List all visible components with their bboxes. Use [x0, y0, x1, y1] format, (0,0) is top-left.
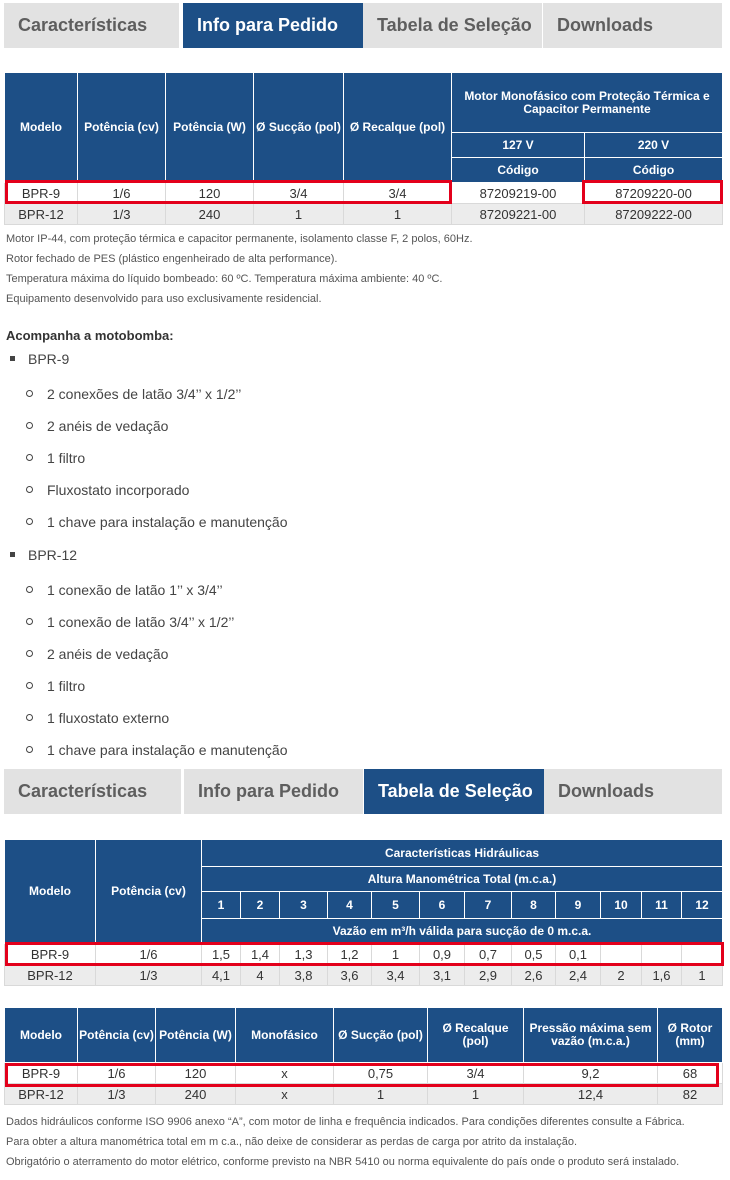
col-monofasico: Monofásico: [236, 1008, 334, 1063]
col-potencia-w: Potência (W): [166, 73, 254, 183]
col-potencia-cv: Potência (cv): [78, 1008, 156, 1063]
tab-info-pedido[interactable]: Info para Pedido: [184, 769, 363, 814]
cell-modelo: BPR-9: [5, 944, 96, 965]
col-potencia-cv: Potência (cv): [78, 73, 166, 183]
note-line: Motor IP-44, com proteção térmica e capacitor permanente, isolamento classe F, 2 polos, 60Hz.: [6, 233, 473, 245]
list-item: 1 chave para instalação e manutenção: [6, 734, 706, 766]
cell-vazao: 2,6: [512, 965, 556, 986]
col-altura-7: 7: [465, 892, 512, 919]
tab-info-pedido[interactable]: Info para Pedido: [183, 3, 364, 48]
cell-modelo: BPR-12: [5, 965, 96, 986]
note-line: Equipamento desenvolvido para uso exclusivamente residencial.: [6, 293, 322, 305]
cell-cv: 1/3: [78, 1084, 156, 1105]
note-line: Dados hidráulicos conforme ISO 9906 anexo “A”, com motor de linha e frequência indicados. Para condições diferentes consulte a Fábrica.: [6, 1116, 685, 1128]
table-row: [5, 965, 723, 986]
cell-vazao: 1: [372, 944, 420, 965]
cell-vazao: [642, 944, 682, 965]
cell-w: 120: [156, 1063, 236, 1084]
col-caracteristicas: Características Hidráulicas: [202, 840, 723, 867]
list-item: 2 anéis de vedação: [6, 638, 706, 670]
list-item: Fluxostato incorporado: [6, 474, 706, 506]
col-modelo: Modelo: [5, 1008, 78, 1063]
cell-w: 240: [156, 1084, 236, 1105]
cell-vazao: 4: [241, 965, 280, 986]
col-rotor: Ø Rotor (mm): [658, 1008, 723, 1063]
list-item: 2 conexões de latão 3/4’’ x 1/2’’: [6, 378, 706, 410]
list-item: 1 conexão de latão 3/4’’ x 1/2’’: [6, 606, 706, 638]
cell-pressao: 9,2: [524, 1063, 658, 1084]
cell-recalque: 3/4: [344, 183, 452, 204]
cell-vazao: 2: [601, 965, 642, 986]
list-item: 2 anéis de vedação: [6, 410, 706, 442]
col-altura-12: 12: [682, 892, 723, 919]
col-altura-1: 1: [202, 892, 241, 919]
col-altura-11: 11: [642, 892, 682, 919]
note-line: Obrigatório o aterramento do motor elétrico, conforme previsto na NBR 5410 ou norma equivalente do país onde o produto será instalado.: [6, 1156, 680, 1168]
tab-caracteristicas[interactable]: Características: [4, 769, 181, 814]
col-127v: 127 V: [452, 133, 585, 158]
cell-recalque: 1: [428, 1084, 524, 1105]
cell-vazao: 3,8: [280, 965, 328, 986]
cell-cod220: 87209220-00: [585, 183, 723, 204]
col-altura-10: 10: [601, 892, 642, 919]
tecnica-notes: [6, 1112, 685, 1172]
cell-cv: 1/6: [78, 1063, 156, 1084]
col-altura-5: 5: [372, 892, 420, 919]
cell-vazao: [601, 944, 642, 965]
list-item: 1 conexão de latão 1’’ x 3/4’’: [6, 574, 706, 606]
cell-modelo: BPR-9: [5, 183, 78, 204]
col-codigo-127: Código: [452, 158, 585, 183]
tecnica-table: [4, 1007, 723, 1105]
col-vazao: Vazão em m³/h válida para sucção de 0 m.c.a.: [202, 919, 723, 944]
cell-w: 240: [166, 204, 254, 225]
cell-mono: x: [236, 1063, 334, 1084]
table-row: [5, 183, 723, 204]
col-altura-4: 4: [328, 892, 372, 919]
cell-succao: 1: [254, 204, 344, 225]
cell-rotor: 68: [658, 1063, 723, 1084]
cell-vazao: 1: [682, 965, 723, 986]
cell-cv: 1/6: [78, 183, 166, 204]
cell-modelo: BPR-12: [5, 204, 78, 225]
cell-vazao: 0,5: [512, 944, 556, 965]
col-pressao: Pressão máxima sem vazão (m.c.a.): [524, 1008, 658, 1063]
cell-cv: 1/6: [96, 944, 202, 965]
cell-mono: x: [236, 1084, 334, 1105]
cell-recalque: 3/4: [428, 1063, 524, 1084]
col-220v: 220 V: [585, 133, 723, 158]
cell-rotor: 82: [658, 1084, 723, 1105]
cell-vazao: 1,5: [202, 944, 241, 965]
cell-succao: 0,75: [334, 1063, 428, 1084]
table-row: [5, 204, 723, 225]
cell-vazao: 0,9: [420, 944, 465, 965]
col-altura: Altura Manométrica Total (m.c.a.): [202, 867, 723, 892]
cell-vazao: 1,4: [241, 944, 280, 965]
group-bpr12: BPR-12: [6, 542, 706, 574]
col-modelo: Modelo: [5, 73, 78, 183]
list-item: 1 chave para instalação e manutenção: [6, 506, 706, 538]
list-item: 1 filtro: [6, 442, 706, 474]
col-recalque: Ø Recalque (pol): [344, 73, 452, 183]
cell-vazao: 1,2: [328, 944, 372, 965]
group-bpr9: BPR-9: [6, 346, 706, 378]
note-line: Temperatura máxima do líquido bombeado: 60 ºC. Temperatura máxima ambiente: 40 ºC.: [6, 273, 443, 285]
col-modelo: Modelo: [5, 840, 96, 944]
cell-vazao: 3,6: [328, 965, 372, 986]
table-row: [5, 944, 723, 965]
col-altura-8: 8: [512, 892, 556, 919]
col-altura-2: 2: [241, 892, 280, 919]
cell-modelo: BPR-12: [5, 1084, 78, 1105]
cell-vazao: 1,6: [642, 965, 682, 986]
cell-pressao: 12,4: [524, 1084, 658, 1105]
list-item: 1 fluxostato externo: [6, 702, 706, 734]
tab-tabela-selecao[interactable]: Tabela de Seleção: [364, 769, 545, 814]
cell-vazao: 4,1: [202, 965, 241, 986]
col-motor: Motor Monofásico com Proteção Térmica e Capacitor Permanente: [452, 73, 723, 133]
tab-caracteristicas[interactable]: Características: [4, 3, 179, 48]
col-recalque: Ø Recalque (pol): [428, 1008, 524, 1063]
cell-cod127: 87209221-00: [452, 204, 585, 225]
acompanha-list: [6, 346, 706, 766]
cell-vazao: 3,1: [420, 965, 465, 986]
cell-vazao: 3,4: [372, 965, 420, 986]
col-potencia: Potência (cv): [96, 840, 202, 944]
col-potencia-w: Potência (W): [156, 1008, 236, 1063]
cell-succao: 1: [334, 1084, 428, 1105]
cell-vazao: 0,1: [556, 944, 601, 965]
col-succao: Ø Sucção (pol): [334, 1008, 428, 1063]
cell-cv: 1/3: [96, 965, 202, 986]
cell-w: 120: [166, 183, 254, 204]
cell-succao: 3/4: [254, 183, 344, 204]
cell-cv: 1/3: [78, 204, 166, 225]
cell-vazao: 2,4: [556, 965, 601, 986]
pedido-notes: [6, 229, 473, 309]
col-altura-9: 9: [556, 892, 601, 919]
cell-vazao: 0,7: [465, 944, 512, 965]
tabs-top: [4, 3, 722, 48]
note-line: Para obter a altura manométrica total em m c.a., não deixe de considerar as perdas de carga por atrito da instalação.: [6, 1136, 578, 1148]
pedido-table: [4, 72, 723, 225]
cell-vazao: 1,3: [280, 944, 328, 965]
note-line: Rotor fechado de PES (plástico engenheirado de alta performance).: [6, 253, 338, 265]
cell-cod127: 87209219-00: [452, 183, 585, 204]
col-altura-6: 6: [420, 892, 465, 919]
col-succao: Ø Sucção (pol): [254, 73, 344, 183]
col-codigo-220: Código: [585, 158, 723, 183]
cell-vazao: [682, 944, 723, 965]
tab-tabela-selecao[interactable]: Tabela de Seleção: [363, 3, 542, 48]
acompanha-title: Acompanha a motobomba:: [6, 328, 174, 343]
tab-downloads[interactable]: Downloads: [544, 769, 722, 814]
cell-cod220: 87209222-00: [585, 204, 723, 225]
col-altura-3: 3: [280, 892, 328, 919]
tab-downloads[interactable]: Downloads: [543, 3, 722, 48]
cell-recalque: 1: [344, 204, 452, 225]
table-row: [5, 1063, 723, 1084]
table-row: [5, 1084, 723, 1105]
cell-vazao: 2,9: [465, 965, 512, 986]
selecao-table: [4, 839, 723, 986]
cell-modelo: BPR-9: [5, 1063, 78, 1084]
tabs-bottom: [4, 769, 722, 814]
list-item: 1 filtro: [6, 670, 706, 702]
